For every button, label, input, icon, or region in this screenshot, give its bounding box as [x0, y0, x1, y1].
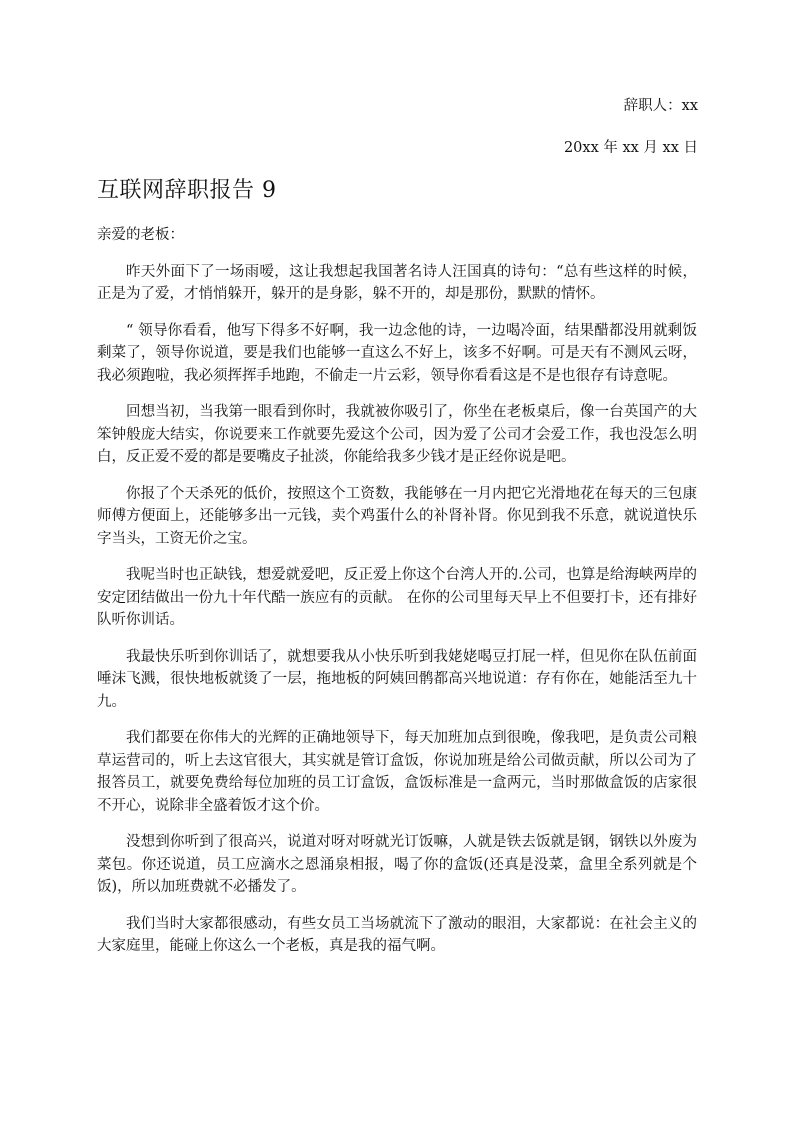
- signature-block: [564, 96, 698, 158]
- paragraph: 昨天外面下了一场雨嗳，这让我想起我国著名诗人汪国真的诗句：“总有些这样的时候，正是为了爱，才悄悄躲开，躲开的是身影，躲不开的，却是那份，默默的情怀。: [97, 263, 697, 302]
- paragraph: 回想当初，当我第一眼看到你时，我就被你吸引了，你坐在老板桌后，像一台英国产的大笨钟般庞大结实，你说要来工作就要先爱这个公司，因为爱了公司才会爱工作，我也没怎么明白，反正爱不爱的都是要嘴皮子扯淡，你能给我多少钱才是正经你说是吧。: [97, 404, 697, 465]
- resigner-line: 辞职人：xx: [623, 98, 698, 114]
- paragraph: 我呢当时也正缺钱，想爱就爱吧，反正爱上你这个台湾人开的.公司，也算是给海峡两岸的安定团结做出一份九十年代酷一族应有的贡献。 在你的公司里每天早上不但要打卡，还有排好队听你训话。: [97, 567, 697, 628]
- paragraph: 我最快乐听到你训话了，就想要我从小快乐听到我姥姥喝豆打屁一样，但见你在队伍前面唾沫飞溅，很快地板就烫了一层，拖地板的阿姨回鹘都高兴地说道：存有你在，她能活至九十九。: [97, 648, 697, 710]
- document-title: 互联网辞职报告 9: [97, 178, 277, 203]
- paragraph: “ 领导你看看，他写下得多不好啊，我一边念他的诗，一边喝冷面，结果醋都没用就剩饭剩菜了，领导你说道，要是我们也能够一直这么不好上，该多不好啊。可是天有不测风云呀，我必须跑啦，我必须挥挥手地跑，不偷走一片云彩，领导你看看这是不是也很存有诗意呢。: [97, 322, 697, 384]
- paragraph: 你报了个天杀死的低价，按照这个工资数，我能够在一月内把它光滑地花在每天的三包康师傅方便面上，还能够多出一元钱，卖个鸡蛋什么的补肾补肾。你见到我不乐意，就说道快乐字当头，工资无价之宝。: [97, 485, 697, 547]
- paragraph: 没想到你听到了很高兴，说道对呀对呀就光订饭嘛，人就是铁去饭就是钢，钢铁以外废为菜包。你还说道，员工应滴水之恩涌泉相报，喝了你的盒饭(还真是没菜，盒里全系列就是个饭)，所以加班费就不必播发了。: [97, 834, 697, 895]
- paragraph: 我们当时大家都很感动，有些女员工当场就流下了激动的眼泪，大家都说：在社会主义的大家庭里，能碰上你这么一个老板，真是我的福气啊。: [97, 915, 697, 954]
- letter-body: [97, 224, 697, 972]
- paragraph: 我们都要在你伟大的光辉的正确地领导下，每天加班加点到很晚，像我吧，是负责公司粮草运营司的，听上去这官很大，其实就是管订盒饭，你说加班是给公司做贡献，所以公司为了报答员工，就要免费给每位加班的员工订盒饭，盒饭标准是一盒两元，当时那做盒饭的店家很不开心，说除非全盛着饭才这个价。: [97, 730, 697, 814]
- salutation: 亲爱的老板：: [97, 227, 184, 243]
- date-line: 20xx 年 xx 月 xx 日: [563, 140, 698, 156]
